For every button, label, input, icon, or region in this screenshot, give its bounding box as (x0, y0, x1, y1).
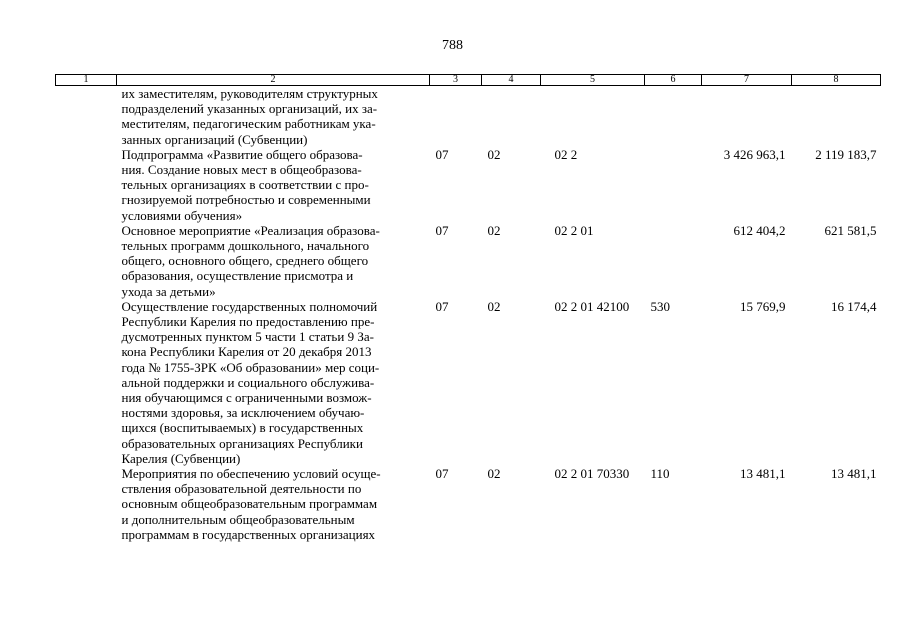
row-name-line: программам в государственных организациях (121, 526, 376, 542)
row-name-line: их заместителям, руководителям структурных (121, 86, 378, 101)
row-target-article: 02 2 (554, 146, 578, 162)
row-name-line: ухода за детьми» (121, 283, 216, 299)
row-name (117, 86, 430, 147)
row-name (117, 299, 430, 466)
row-name (117, 223, 430, 299)
row-spacer-col-1 (56, 147, 117, 223)
header-col-3: 3 (430, 75, 482, 86)
row-name-line: дусмотренных пунктом 5 части 1 статьи 9 За- (121, 329, 374, 345)
row-name-line: гнозируемой потребностью и современными (121, 192, 371, 208)
row-target-article (541, 86, 645, 147)
row-podrazdel (482, 86, 541, 147)
page-number: 788 (442, 38, 463, 53)
row-name-line: основным общеобразовательным программам (121, 496, 378, 512)
row-expense-type: 530 (650, 298, 670, 314)
row-sum-col-8: 621 581,5 (824, 222, 877, 238)
row-target-article: 02 2 01 42100 (554, 298, 630, 314)
table-header (56, 75, 881, 86)
row-name-line: подразделений указанных организаций, их за- (121, 101, 378, 117)
row-name-line: Осуществление государственных полномочий (121, 298, 378, 314)
row-name-line: занных организаций (Субвенции) (121, 131, 308, 147)
row-sum-col-8: 13 481,1 (831, 466, 877, 482)
table-row (56, 147, 881, 223)
header-col-4: 4 (482, 75, 541, 86)
row-spacer-col-1 (56, 299, 117, 466)
row-sum-col-7: 3 426 963,1 (723, 146, 786, 162)
row-sum-col-7 (702, 86, 792, 147)
row-podrazdel: 02 (487, 298, 501, 314)
row-name-line: ствления образовательной деятельности по (121, 481, 362, 497)
row-name-line: кона Республики Карелия от 20 декабря 2013 (121, 344, 372, 360)
row-name-line: Подпрограмма «Развитие общего образова- (121, 146, 363, 162)
row-name-line: щихся (воспитываемых) в государственных (121, 420, 364, 436)
table-row (56, 223, 881, 299)
row-name (117, 466, 430, 542)
row-name-line: Основное мероприятие «Реализация образова- (121, 222, 380, 238)
header-col-2: 2 (117, 75, 430, 86)
row-spacer-col-1 (56, 466, 117, 542)
row-razdel: 07 (435, 466, 449, 482)
row-sum-col-8: 16 174,4 (831, 298, 877, 314)
row-name-line: ния. Создание новых мест в общеобразова- (121, 162, 362, 178)
table-row (56, 299, 881, 466)
row-razdel: 07 (435, 222, 449, 238)
row-name-line: образования, осуществление присмотра и (121, 268, 354, 284)
row-spacer-col-1 (56, 86, 117, 147)
header-col-6: 6 (645, 75, 702, 86)
row-razdel (430, 86, 482, 147)
row-name-line: ния обучающимся с ограниченными возмож- (121, 390, 372, 406)
row-name-line: местителям, педагогическим работникам ука- (121, 116, 376, 132)
row-name-line: года № 1755-ЗРК «Об образовании» мер соци- (121, 359, 380, 375)
row-expense-type (645, 86, 702, 147)
row-razdel: 07 (435, 146, 449, 162)
row-sum-col-7: 13 481,1 (740, 466, 786, 482)
row-sum-col-8 (792, 86, 881, 147)
table-body (56, 86, 881, 543)
row-name-line: общего, основного общего, среднего общего (121, 253, 369, 269)
table-row (56, 86, 881, 147)
budget-table (55, 74, 881, 542)
row-target-article: 02 2 01 (554, 222, 594, 238)
table-row (56, 466, 881, 542)
row-spacer-col-1 (56, 223, 117, 299)
row-name-line: тельных программ дошкольного, начального (121, 238, 370, 254)
row-name-line: Республики Карелия по предоставлению пре- (121, 314, 375, 330)
row-sum-col-7: 612 404,2 (733, 222, 786, 238)
row-name-line: тельных организациях в соответствии с про- (121, 177, 369, 193)
row-podrazdel: 02 (487, 222, 501, 238)
header-col-1: 1 (56, 75, 117, 86)
header-row (56, 75, 881, 86)
row-expense-type: 110 (650, 466, 670, 482)
row-name-line: Мероприятия по обеспечению условий осуще- (121, 466, 381, 482)
row-podrazdel: 02 (487, 466, 501, 482)
header-col-8: 8 (792, 75, 881, 86)
header-col-7: 7 (702, 75, 792, 86)
row-podrazdel: 02 (487, 146, 501, 162)
row-name-line: альной поддержки и социального обслужива- (121, 374, 375, 390)
row-name-line: ностями здоровья, за исключением обучаю- (121, 405, 365, 421)
row-name-line: и дополнительным общеобразовательным (121, 511, 355, 527)
row-sum-col-8: 2 119 183,7 (815, 146, 877, 162)
row-expense-type (645, 147, 702, 223)
row-name-line: Карелия (Субвенции) (121, 450, 241, 466)
row-razdel: 07 (435, 298, 449, 314)
row-target-article: 02 2 01 70330 (554, 466, 630, 482)
row-name (117, 147, 430, 223)
row-name-line: образовательных организациях Республики (121, 435, 363, 451)
row-name-line: условиями обучения» (121, 207, 243, 223)
header-col-5: 5 (541, 75, 645, 86)
row-sum-col-7: 15 769,9 (740, 298, 786, 314)
row-expense-type (645, 223, 702, 299)
